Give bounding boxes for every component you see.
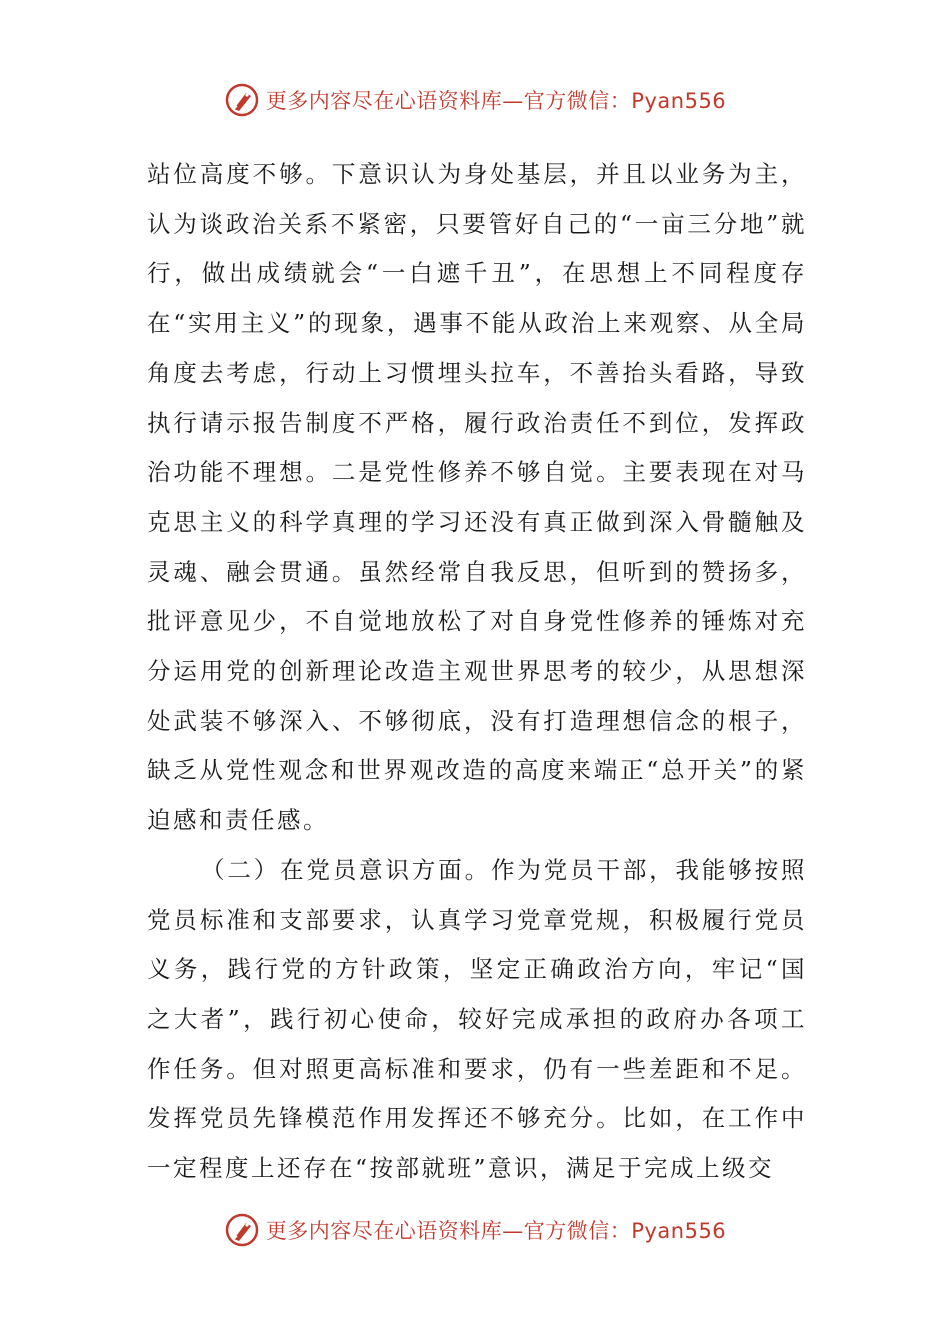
paragraph-2: （二）在党员意识方面。作为党员干部，我能够按照党员标准和支部要求，认真学习党章党规，积极履行党员义务，践行党的方针政策，坚定正确政治方向，牢记“国之大者”，践行初心使命，较好完成承担的政府办各项工作任务。但对照更高标准和要求，仍有一些差距和不足。发挥党员先锋模范作用发挥还不够充分。比如，在工作中一定程度上还存在“按部就班”意识，满足于完成上级交 [147,855,807,1183]
pen-nib-logo-icon [224,82,260,118]
document-body [147,150,807,1194]
pen-nib-logo-icon [224,1212,260,1248]
watermark-text: 更多内容尽在心语资料库—官方微信：Pyan556 [265,89,727,113]
footer-watermark [0,1212,950,1248]
header-watermark [0,82,950,118]
watermark-text: 更多内容尽在心语资料库—官方微信：Pyan556 [265,1219,727,1243]
paragraph-1: 站位高度不够。下意识认为身处基层，并且以业务为主，认为谈政治关系不紧密，只要管好自己的“一亩三分地”就行，做出成绩就会“一白遮千丑”，在思想上不同程度存在“实用主义”的现象，遇事不能从政治上来观察、从全局角度去考虑，行动上习惯埋头拉车，不善抬头看路，导致执行请示报告制度不严格，履行政治责任不到位，发挥政治功能不理想。二是党性修养不够自觉。主要表现在对马克思主义的科学真理的学习还没有真正做到深入骨髓触及灵魂、融会贯通。虽然经常自我反思，但听到的赞扬多，批评意见少，不自觉地放松了对自身党性修养的锤炼对充分运用党的创新理论改造主观世界思考的较少，从思想深处武装不够深入、不够彻底，没有打造理想信念的根子，缺乏从党性观念和世界观改造的高度来端正“总开关”的紧迫感和责任感。 [147,160,807,835]
